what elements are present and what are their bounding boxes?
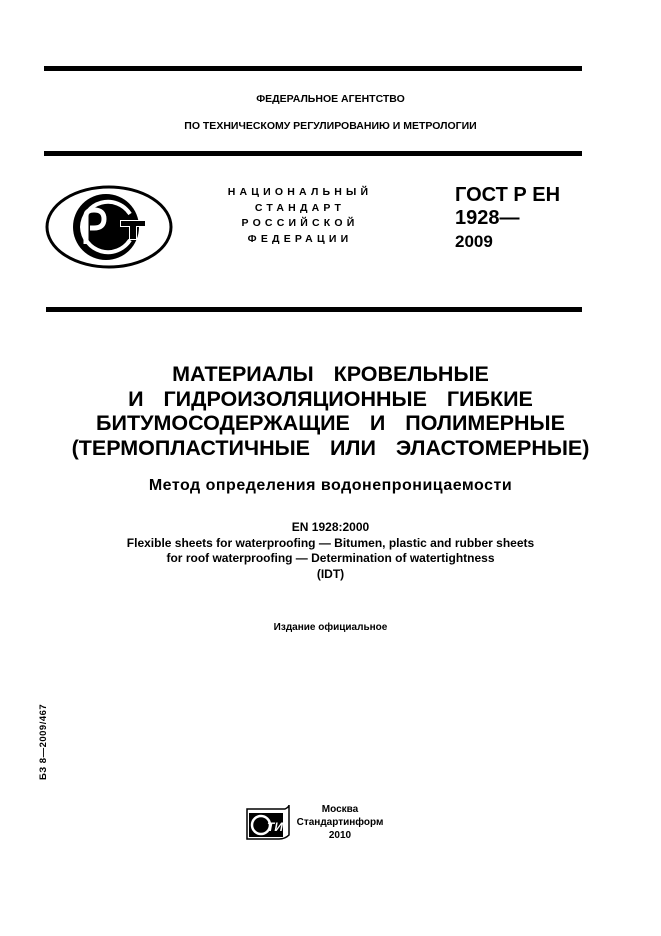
- agency-line-2: ПО ТЕХНИЧЕСКОМУ РЕГУЛИРОВАНИЮ И МЕТРОЛОГИИ: [184, 120, 477, 132]
- en-line-1: Flexible sheets for waterproofing — Bitumen, plastic and rubber sheets: [126, 535, 535, 550]
- english-title-block: [0, 520, 661, 582]
- top-rule: [44, 66, 582, 71]
- title-line-2: И ГИДРОИЗОЛЯЦИОННЫЕ ГИБКИЕ: [128, 386, 533, 411]
- document-title: [0, 362, 661, 460]
- en-code: EN 1928:2000: [291, 520, 370, 534]
- agency-line-1: ФЕДЕРАЛЬНОЕ АГЕНТСТВО: [256, 93, 405, 105]
- ns-line-3: РОССИЙСКОЙ: [241, 217, 359, 229]
- side-registration-note: БЗ 8—2009/467: [38, 703, 49, 780]
- publisher-year: 2010: [328, 830, 352, 841]
- title-line-1: МАТЕРИАЛЫ КРОВЕЛЬНЫЕ: [172, 362, 489, 386]
- title-line-4: (ТЕРМОПЛАСТИЧНЫЕ ИЛИ ЭЛАСТОМЕРНЫЕ): [71, 435, 590, 460]
- designation-line-1: ГОСТ Р ЕН: [455, 184, 561, 206]
- designation-year: 2009: [455, 232, 493, 251]
- svg-text:TИ: TИ: [267, 820, 283, 834]
- ns-line-2: СТАНДАРТ: [254, 201, 346, 214]
- rst-logo-icon: [44, 184, 174, 270]
- publisher-name: Стандартинформ: [296, 817, 384, 828]
- designation-line-2: 1928—: [455, 207, 520, 229]
- publisher-block: [285, 803, 395, 842]
- logo-rule: [46, 307, 582, 312]
- ns-line-1: НАЦИОНАЛЬНЫЙ: [227, 186, 373, 198]
- header-rule: [44, 151, 582, 156]
- en-line-3: (IDT): [316, 566, 345, 581]
- publisher-city: Москва: [321, 804, 359, 815]
- standard-designation: [455, 184, 560, 253]
- title-line-3: БИТУМОСОДЕРЖАЩИЕ И ПОЛИМЕРНЫЕ: [96, 411, 565, 435]
- official-edition: Издание официальное: [273, 622, 388, 633]
- en-line-2: for roof waterproofing — Determination of watertightness: [166, 551, 495, 565]
- ns-line-4: ФЕДЕРАЦИИ: [247, 232, 353, 245]
- document-subtitle: Метод определения водонепроницаемости: [148, 477, 513, 494]
- national-standard-label: [195, 185, 405, 247]
